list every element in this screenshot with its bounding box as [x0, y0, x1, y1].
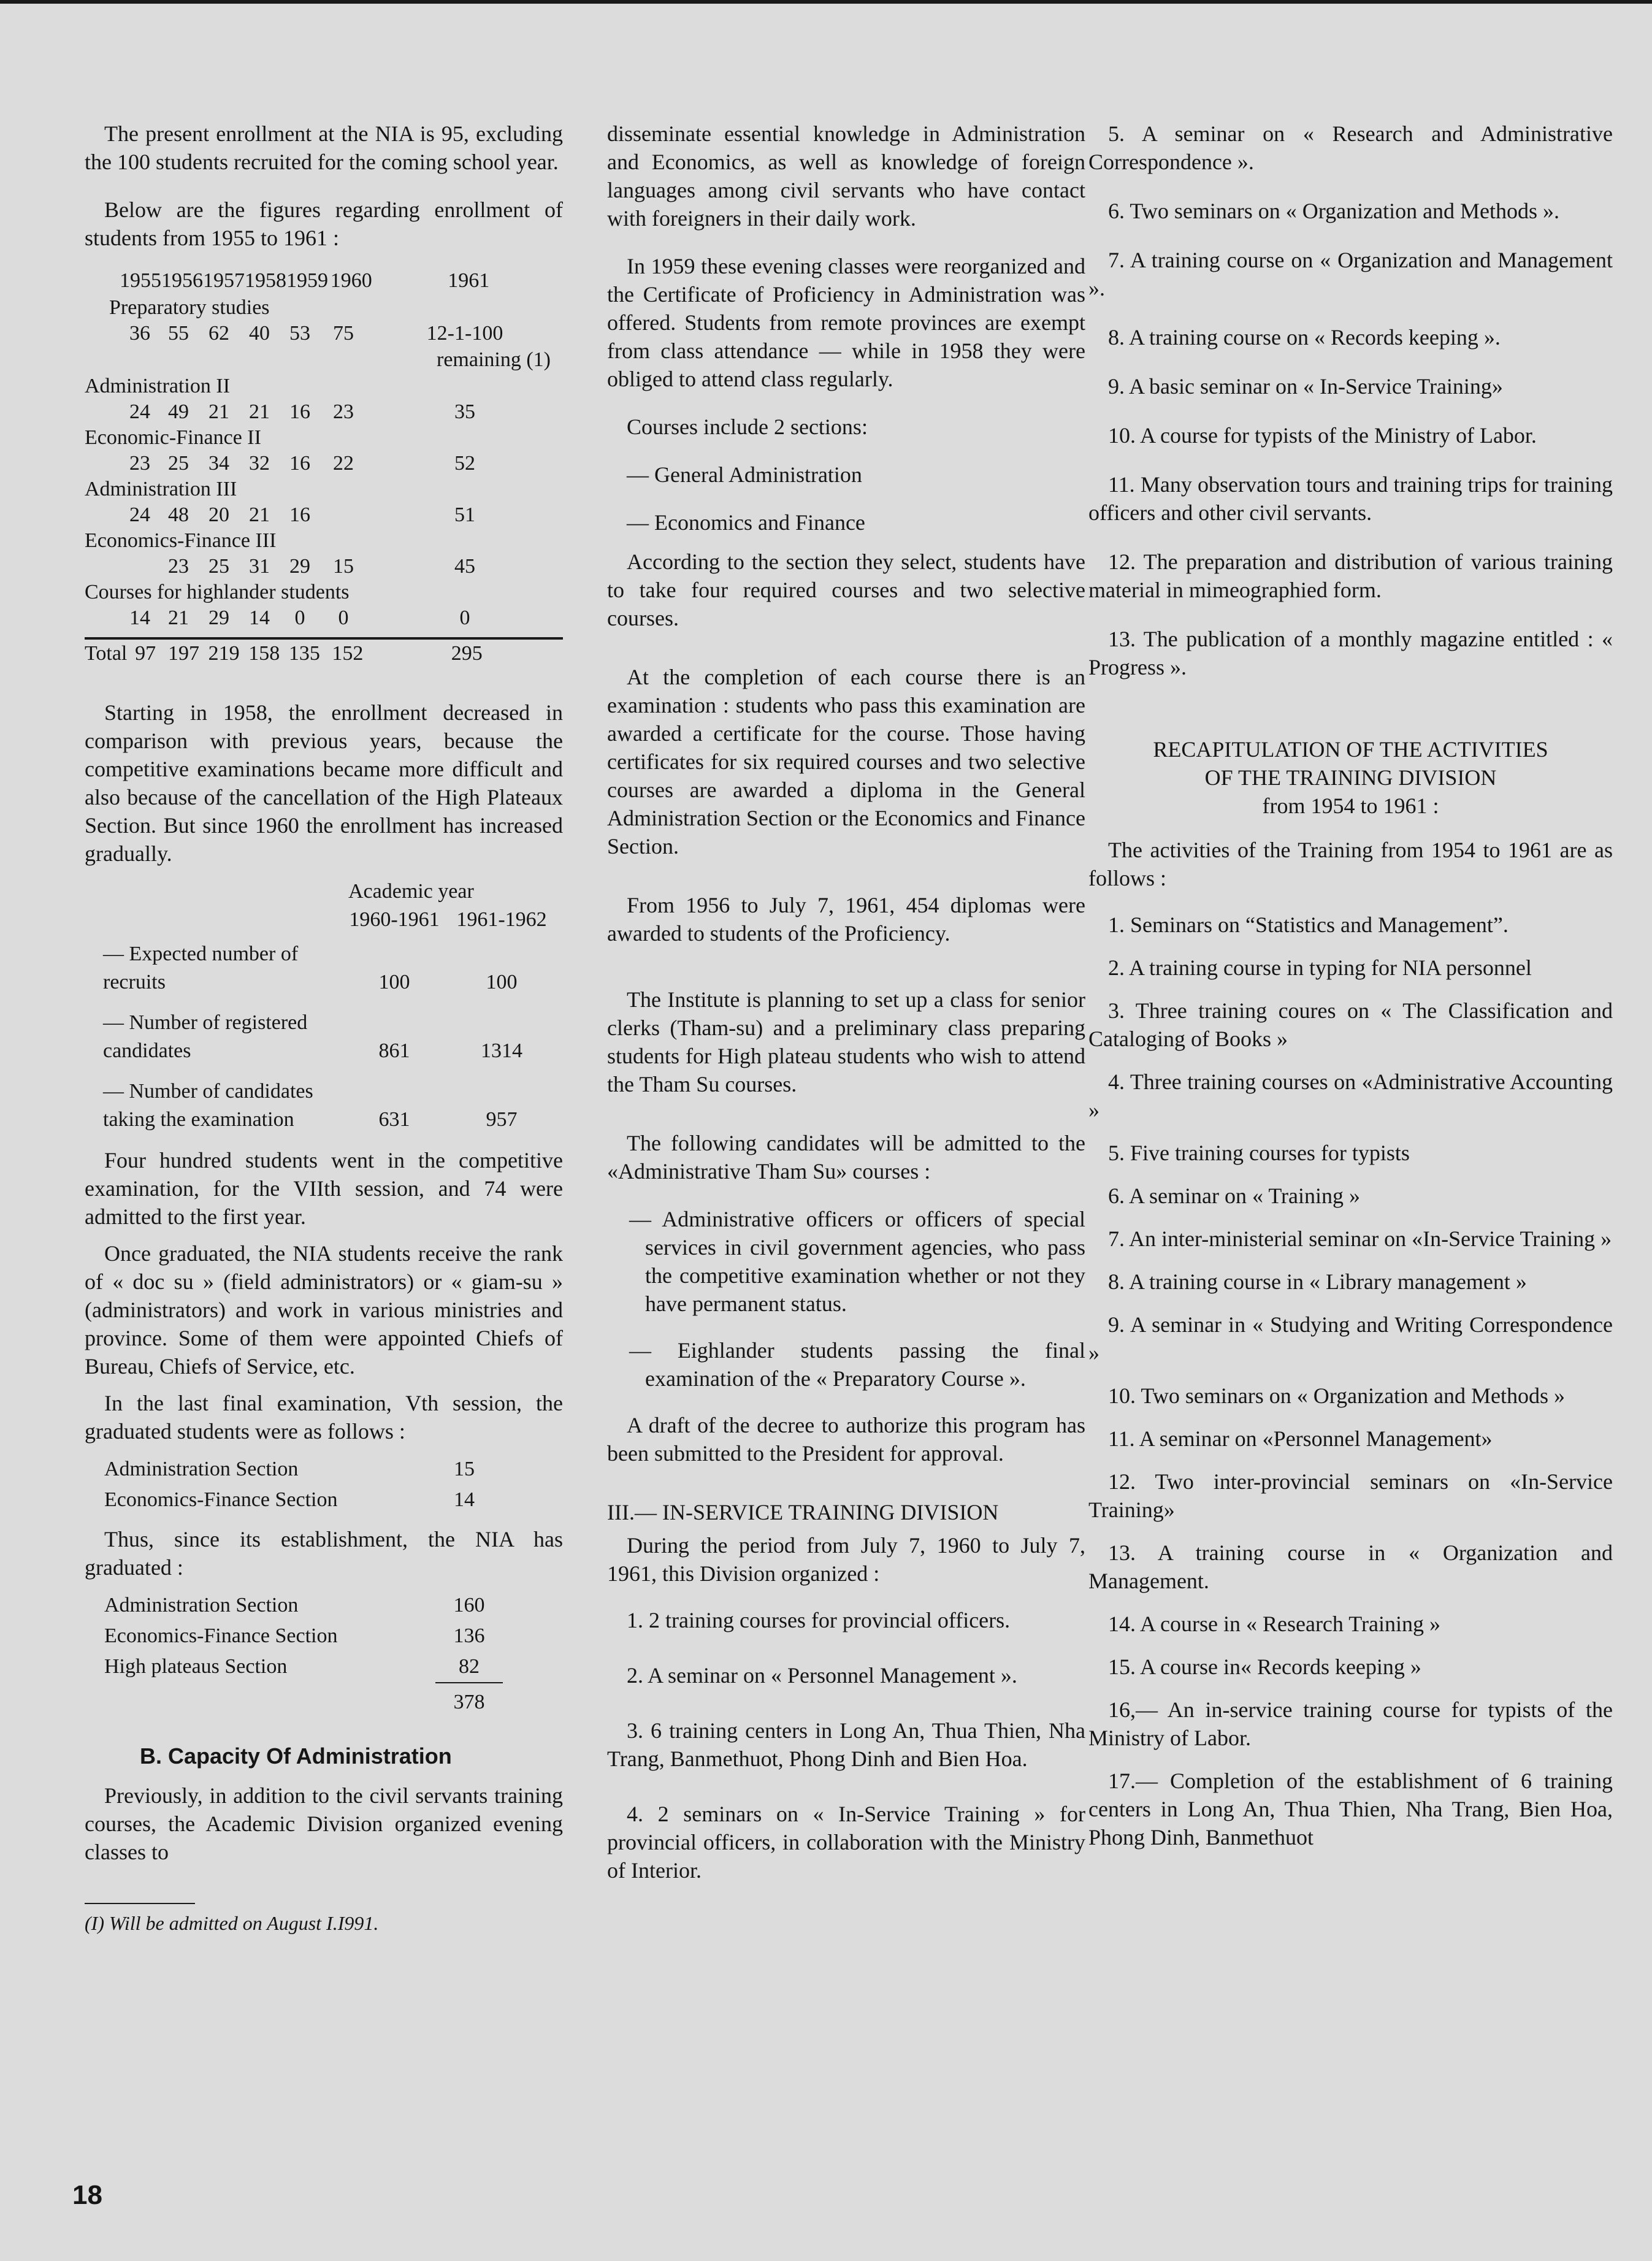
enrollment-value: 21	[208, 400, 229, 423]
recap-item: 13. A training course in « Organization and Management.	[1088, 1540, 1613, 1593]
recap-item: 6. A seminar on « Training »	[1108, 1184, 1361, 1208]
enrollment-total-value: 295	[451, 642, 483, 665]
division-items-continued	[1088, 120, 1613, 681]
undefined	[85, 451, 563, 476]
enrollment-value: 25	[168, 452, 189, 475]
undefined	[85, 399, 563, 425]
enrollment-value: 25	[208, 555, 229, 578]
enrollment-value: 36	[129, 322, 150, 345]
enrollment-value: 24	[129, 503, 150, 526]
column-2	[607, 120, 1085, 1884]
division-item: 2. A seminar on « Personnel Management ».	[627, 1663, 1017, 1688]
academic-value: 957	[486, 1108, 518, 1131]
recap-item: 4. Three training courses on «Administrative Accounting »	[1088, 1069, 1613, 1122]
column-3	[1088, 120, 1613, 1866]
paragraph-draft-decree: A draft of the decree to authorize this program has been submitted to the President for approval.	[607, 1413, 1085, 1466]
enrollment-value: 0	[294, 606, 305, 629]
enrollment-value: 22	[333, 452, 354, 475]
enrollment-value: 0	[338, 606, 349, 629]
enrollment-value: 14	[129, 606, 150, 629]
graduates-value: 14	[454, 1488, 475, 1511]
recap-item: 15. A course in« Records keeping »	[1108, 1655, 1421, 1679]
academic-row	[85, 1071, 563, 1140]
enrollment-value: 55	[168, 322, 189, 345]
graduates-value: 82	[435, 1651, 503, 1683]
division-item: 7. A training course on « Organization and Management ».	[1088, 248, 1613, 300]
enrollment-row-label: Economic-Finance II	[85, 426, 261, 449]
enrollment-value: 16	[289, 452, 310, 475]
recap-item: 3. Three training coures on « The Classification and Cataloging of Books »	[1088, 998, 1613, 1051]
heading-recapitulation	[1088, 735, 1613, 820]
academic-row-label: — Number of candidates taking the examination	[103, 1080, 313, 1131]
year-cell: 1961	[448, 269, 490, 292]
enrollment-total-value: 219	[208, 642, 240, 665]
graduates-row	[104, 1485, 475, 1515]
enrollment-value: 15	[333, 555, 354, 578]
column-1	[85, 120, 563, 1937]
graduates-row	[104, 1621, 503, 1651]
undefined	[85, 637, 563, 668]
recap-item: 8. A training course in « Library management »	[1108, 1269, 1527, 1294]
year-cell: 1955	[120, 269, 161, 292]
recap-item: 9. A seminar in « Studying and Writing Correspondence »	[1088, 1312, 1613, 1365]
graduates-vth-session-table	[104, 1454, 475, 1515]
candidate-item: — Administrative officers or officers of special services in civil government agencies, who pass the competitive examination whether or not they have permanent status.	[629, 1207, 1085, 1316]
enrollment-value: 16	[289, 400, 310, 423]
academic-value: 100	[486, 971, 518, 993]
enrollment-total-label: Total	[85, 642, 128, 665]
division-item: 9. A basic seminar on « In-Service Training»	[1108, 374, 1503, 399]
graduates-value: 15	[454, 1458, 475, 1480]
recap-item: 7. An inter-ministerial seminar on «In-Service Training »	[1108, 1226, 1612, 1251]
recap-items	[1088, 911, 1613, 1851]
heading-capacity-of-administration: B. Capacity Of Administration	[140, 1743, 452, 1769]
recap-item: 10. Two seminars on « Organization and Methods »	[1108, 1383, 1566, 1408]
enrollment-value: 40	[249, 322, 270, 345]
paragraph-tham-su-class: The Institute is planning to set up a class for senior clerks (Tham-su) and a preliminary class preparing students for High plateau students who wish to attend the Tham Su courses.	[607, 987, 1085, 1096]
enrollment-row-label: Preparatory studies	[109, 296, 270, 319]
enrollment-value: 23	[168, 555, 189, 578]
section-economics-finance: — Economics and Finance	[627, 510, 865, 535]
graduates-row	[104, 1590, 503, 1621]
enrollment-row-label: Administration III	[85, 478, 237, 500]
academic-value: 861	[378, 1039, 410, 1062]
enrollment-value: 14	[249, 606, 270, 629]
graduates-label: Economics-Finance Section	[104, 1624, 338, 1647]
footnote: (I) Will be admitted on August I.I991.	[85, 1912, 379, 1934]
enrollment-table	[85, 267, 563, 295]
paragraph-total-graduated: Thus, since its establishment, the NIA has graduated :	[85, 1527, 563, 1580]
paragraph-final-exam: In the last final examination, Vth session, the graduated students were as follows :	[85, 1391, 563, 1444]
enrollment-row-label: Administration II	[85, 375, 231, 397]
recap-item: 17.— Completion of the establishment of 6 training centers in Long An, Thua Thien, Nha Trang, Bien Hoa, Phong Dinh, Banmethuot	[1088, 1769, 1613, 1850]
enrollment-total-value: 152	[332, 642, 364, 665]
enrollment-value: 31	[249, 555, 270, 578]
enrollment-total-value: 158	[248, 642, 280, 665]
year-cell: 1958	[245, 269, 286, 292]
graduates-label: High plateaus Section	[104, 1655, 288, 1678]
enrollment-row-label: Courses for highlander students	[85, 581, 350, 603]
paragraph-evening-classes-cont: disseminate essential knowledge in Administration and Economics, as well as knowledge of foreign languages among civil servants who have contact with foreigners in their daily work.	[607, 121, 1085, 231]
recap-item: 1. Seminars on “Statistics and Management”.	[1108, 912, 1509, 937]
enrollment-value: 45	[454, 555, 475, 578]
division-item: 5. A seminar on « Research and Administrative Correspondence ».	[1088, 121, 1613, 174]
enrollment-value: 16	[289, 503, 310, 526]
paragraph-graduate-rank: Once graduated, the NIA students receive the rank of « doc su » (field administrators) or « giam-su » (administrators) and work in various ministries and province. Some of them were appointed Chiefs of Bureau, Chiefs of Service, etc.	[85, 1241, 563, 1379]
recap-item: 2. A training course in typing for NIA personnel	[1108, 955, 1532, 980]
heading-recapitulation-line: OF THE TRAINING DIVISION	[1204, 765, 1497, 790]
graduates-label: Administration Section	[104, 1594, 299, 1616]
academic-row	[85, 934, 563, 1003]
enrollment-value: 35	[454, 400, 475, 423]
division-item: 10. A course for typists of the Ministry of Labor.	[1108, 423, 1537, 448]
academic-year-table	[85, 878, 563, 1140]
paragraph-recap-intro: The activities of the Training from 1954 to 1961 are as follows :	[1088, 838, 1613, 890]
enrollment-value: 29	[289, 555, 310, 578]
paragraph-enrollment-intro: Below are the figures regarding enrollment of students from 1955 to 1961 :	[85, 197, 563, 250]
enrollment-value: 53	[289, 322, 310, 345]
enrollment-value	[320, 502, 367, 528]
enrollment-row-label: Economics-Finance III	[85, 529, 277, 552]
enrollment-value: 29	[208, 606, 229, 629]
division-item: 11. Many observation tours and training trips for training officers and other civil servants.	[1088, 472, 1613, 525]
academic-row	[85, 1003, 563, 1071]
academic-year-head: Academic year	[348, 880, 474, 903]
enrollment-value: 32	[249, 452, 270, 475]
enrollment-value: 51	[454, 503, 475, 526]
recap-item: 16,— An in-service training course for typists of the Ministry of Labor.	[1088, 1697, 1613, 1750]
paragraph-enrollment-decrease: Starting in 1958, the enrollment decreased in comparison with previous years, because the competitive examinations became more difficult and also because of the cancellation of the High Plateaux Section. But since 1960 the enrollment has increased gradually.	[85, 700, 563, 866]
academic-row-label: — Expected number of recruits	[103, 943, 299, 993]
enrollment-value: 62	[208, 322, 229, 345]
year-cell: 1959	[286, 269, 328, 292]
paragraph-diplomas: From 1956 to July 7, 1961, 454 diplomas were awarded to students of the Proficiency.	[607, 893, 1085, 946]
division-item: 1. 2 training courses for provincial officers.	[627, 1608, 1011, 1632]
year-cell: 1956	[161, 269, 203, 292]
heading-in-service-training-division: III.— IN-SERVICE TRAINING DIVISION	[607, 1500, 999, 1525]
enrollment-value: 21	[249, 400, 270, 423]
enrollment-value: 34	[208, 452, 229, 475]
undefined	[85, 502, 563, 528]
paragraph-competitive-exam: Four hundred students went in the competitive examination, for the VIIth session, and 74 were admitted to the first year.	[85, 1148, 563, 1229]
enrollment-total-value: 97	[135, 642, 156, 665]
division-item: 13. The publication of a monthly magazine entitled : « Progress ».	[1088, 627, 1613, 679]
academic-row-label: — Number of registered candidates	[103, 1011, 308, 1062]
recap-item: 11. A seminar on «Personnel Management»	[1108, 1426, 1493, 1451]
top-border-line	[0, 0, 1652, 4]
division-item: 12. The preparation and distribution of various training material in mimeographied form.	[1088, 549, 1613, 602]
paragraph-division-organized: During the period from July 7, 1960 to July 7, 1961, this Division organized :	[607, 1533, 1085, 1586]
recap-item: 12. Two inter-provincial seminars on «In-Service Training»	[1088, 1469, 1613, 1522]
graduates-label: Administration Section	[104, 1458, 299, 1480]
graduates-total-row	[104, 1683, 503, 1718]
academic-year-col: 1961-1962	[456, 908, 547, 931]
enrollment-value: 52	[454, 452, 475, 475]
heading-recapitulation-line: from 1954 to 1961 :	[1262, 794, 1439, 818]
enrollment-value: 12-1-100	[426, 322, 503, 345]
paragraph-required-courses: According to the section they select, students have to take four required courses and two selective courses.	[607, 549, 1085, 630]
enrollment-total-value: 135	[288, 642, 320, 665]
paragraph-reorganized-1959: In 1959 these evening classes were reorganized and the Certificate of Proficiency in Administration was offered. Students from remote provinces are exempt from class attendance — while in 1958 they were obliged to attend class regularly.	[607, 254, 1085, 391]
section-general-administration: — General Administration	[627, 462, 862, 487]
heading-recapitulation-line: RECAPITULATION OF THE ACTIVITIES	[1153, 737, 1548, 762]
division-item: 6. Two seminars on « Organization and Methods ».	[1108, 199, 1560, 223]
undefined	[85, 321, 563, 346]
enrollment-rows	[85, 295, 563, 668]
division-item: 3. 6 training centers in Long An, Thua Thien, Nha Trang, Banmethuot, Phong Dinh and Bien Hoa.	[607, 1718, 1085, 1771]
paragraph-candidates: The following candidates will be admitted to the «Administrative Tham Su» courses :	[607, 1131, 1085, 1184]
paragraph-enrollment-present: The present enrollment at the NIA is 95, excluding the 100 students recruited for the coming school year.	[85, 121, 563, 174]
paragraph-courses-sections: Courses include 2 sections:	[627, 415, 868, 439]
paragraph-examination: At the completion of each course there is an examination : students who pass this examination are awarded a certificate for the course. Those having certificates for six required courses and two selective courses are awarded a diploma in the General Administration Section or the Economics and Finance Section.	[607, 665, 1085, 859]
graduates-label: Economics-Finance Section	[104, 1488, 338, 1511]
enrollment-total-value: 197	[168, 642, 200, 665]
graduates-value: 136	[453, 1624, 485, 1647]
undefined	[85, 554, 563, 580]
enrollment-value: 75	[333, 322, 354, 345]
enrollment-value: 23	[333, 400, 354, 423]
graduates-value: 160	[453, 1594, 485, 1616]
enrollment-value: 21	[249, 503, 270, 526]
recap-item: 5. Five training courses for typists	[1108, 1141, 1410, 1165]
enrollment-year-header	[85, 267, 563, 295]
graduates-total-table	[104, 1590, 503, 1718]
graduates-row	[104, 1454, 475, 1485]
academic-year-col: 1960-1961	[349, 908, 440, 931]
graduates-total: 378	[453, 1691, 485, 1713]
graduates-row	[104, 1651, 503, 1683]
academic-value: 1314	[481, 1039, 522, 1062]
year-cell: 1957	[203, 269, 245, 292]
enrollment-value: 0	[459, 606, 470, 629]
paragraph-evening-classes-start: Previously, in addition to the civil servants training courses, the Academic Division organized evening classes to	[85, 1783, 563, 1864]
academic-value: 631	[378, 1108, 410, 1131]
enrollment-value: 24	[129, 400, 150, 423]
enrollment-value: 21	[168, 606, 189, 629]
undefined	[85, 605, 563, 631]
enrollment-value	[121, 554, 158, 580]
recap-item: 14. A course in « Research Training »	[1108, 1612, 1440, 1636]
enrollment-value: 23	[129, 452, 150, 475]
footnote-rule	[85, 1903, 195, 1904]
academic-value: 100	[378, 971, 410, 993]
candidate-item: — Eighlander students passing the final examination of the « Preparatory Course ».	[629, 1338, 1085, 1391]
enrollment-value: 20	[208, 503, 229, 526]
enrollment-value: 49	[168, 400, 189, 423]
division-item: 4. 2 seminars on « In-Service Training » for provincial officers, in collaboration with the Ministry of Interior.	[607, 1802, 1085, 1883]
division-item: 8. A training course on « Records keeping ».	[1108, 325, 1501, 350]
enrollment-note: remaining (1)	[437, 348, 551, 371]
year-cell: 1960	[330, 269, 372, 292]
page-number: 18	[72, 2180, 102, 2210]
enrollment-value: 48	[168, 503, 189, 526]
